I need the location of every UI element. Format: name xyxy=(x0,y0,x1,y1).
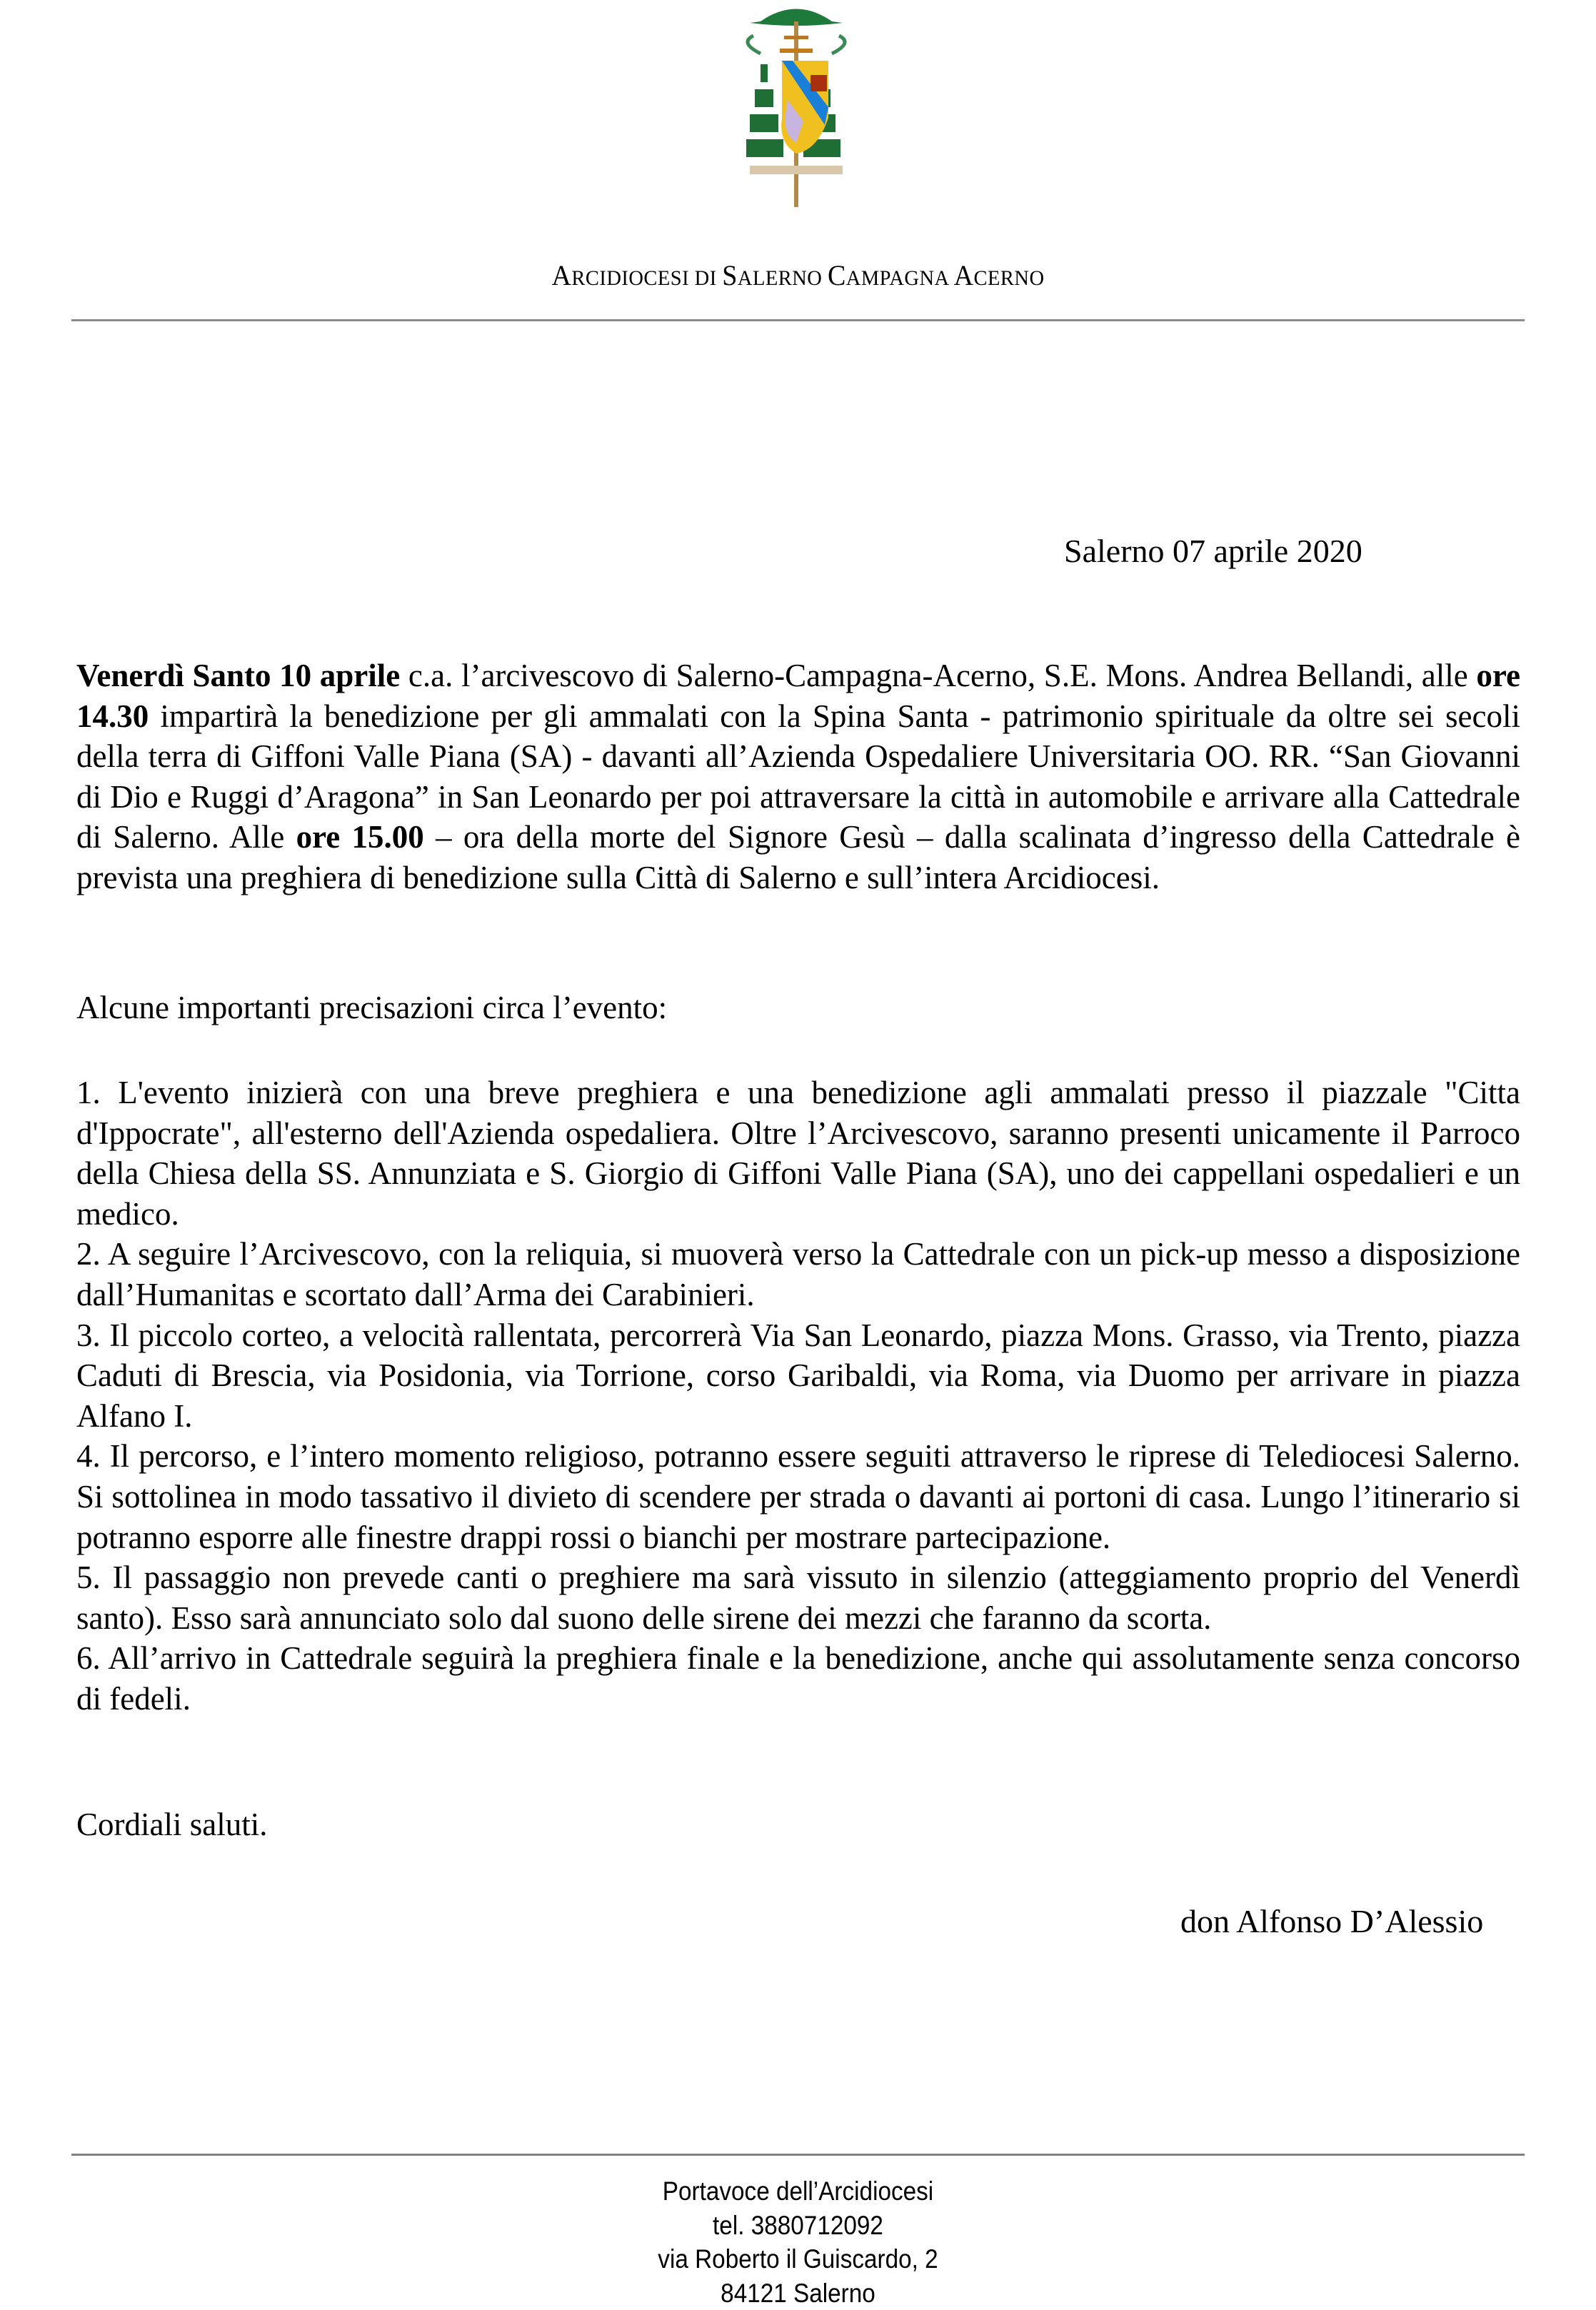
footer-city: 84121 Salerno xyxy=(80,2276,1517,2310)
list-item: 4. Il percorso, e l’intero momento religioso, potranno essere seguiti attraverso le riprese di Telediocesi Salerno. Si sottolinea in modo tassativo il divieto di scendere per strada o davanti ai portoni di casa. Lungo l’itinerario si potranno esporre alle finestre drappi rossi o bianchi per mostrare partecipazione. xyxy=(76,1436,1520,1557)
footer-address: via Roberto il Guiscardo, 2 xyxy=(80,2242,1517,2276)
footer-divider xyxy=(71,2154,1525,2156)
points-lead: Alcune importanti precisazioni circa l’evento: xyxy=(76,988,1520,1028)
coat-of-arms-icon xyxy=(711,0,882,214)
list-item: 2. A seguire l’Arcivescovo, con la reliquia, si muoverà verso la Cattedrale con un pick-up messo a disposizione dall’Humanitas e scortato dall’Arma dei Carabinieri. xyxy=(76,1234,1520,1315)
intro-bold-date: Venerdì Santo 10 aprile xyxy=(76,658,400,693)
list-item: 1. L'evento inizierà con una breve preghiera e una benedizione agli ammalati presso il piazzale "Citta d'Ippocrate", all'esterno dell'Azienda ospedaliera. Oltre l’Arcivescovo, saranno presenti unicamente il Parroco della Chiesa della SS. Annunziata e S. Giorgio di Giffoni Valle Piana (SA), uno dei cappellani ospedalieri e un medico. xyxy=(76,1073,1520,1234)
letterhead-word: ACERNO xyxy=(954,259,1045,291)
closing-salutation: Cordiali saluti. xyxy=(76,1804,1520,1845)
list-item: 5. Il passaggio non prevede canti o preghiere ma sarà vissuto in silenzio (atteggiamento proprio del Venerdì santo). Esso sarà annunciato solo dal suono delle sirene dei mezzi che faranno da scorta. xyxy=(76,1557,1520,1638)
signature: don Alfonso D’Alessio xyxy=(1180,1902,1483,1940)
intro-bold-time-1: ore 14.30 xyxy=(76,658,1520,734)
letterhead-word: CAMPAGNA xyxy=(828,259,954,291)
footer-contact xyxy=(0,2174,1596,2310)
points-list xyxy=(76,1073,1520,1719)
list-item: 3. Il piccolo corteo, a velocità rallentata, percorrerà Via San Leonardo, piazza Mons. Grasso, via Trento, piazza Caduti di Brescia, via Posidonia, via Torrione, corso Garibaldi, via Roma, via Duomo per arrivare in piazza Alfano I. xyxy=(76,1315,1520,1437)
letterhead-word: SALERNO xyxy=(722,259,828,291)
footer-phone: tel. 3880712092 xyxy=(80,2209,1517,2243)
date-line: Salerno 07 aprile 2020 xyxy=(1064,532,1362,570)
letterhead-word: ARCIDIOCESI DI xyxy=(551,259,722,291)
list-item: 6. All’arrivo in Cattedrale seguirà la preghiera finale e la benedizione, anche qui assolutamente senza concorso di fedeli. xyxy=(76,1638,1520,1719)
intro-paragraph: Venerdì Santo 10 aprile c.a. l’arcivescovo di Salerno-Campagna-Acerno, S.E. Mons. Andrea Bellandi, alle ore 14.30 impartirà la benedizione per gli ammalati con la Spina Santa - patrimonio spirituale da oltre sei secoli della terra di Giffoni Valle Piana (SA) - davanti all’Azienda Ospedaliere Universitaria OO. RR. “San Giovanni di Dio e Ruggi d’Aragona” in San Leonardo per poi attraversare la città in automobile e arrivare alla Cattedrale di Salerno. Alle ore 15.00 – ora della morte del Signore Gesù – dalla scalinata d’ingresso della Cattedrale è prevista una preghiera di benedizione sulla Città di Salerno e sull’intera Arcidiocesi. xyxy=(76,656,1520,898)
letterhead-title xyxy=(40,258,1556,292)
intro-bold-time-2: ore 15.00 xyxy=(296,819,424,855)
header-divider xyxy=(71,319,1525,321)
footer-org: Portavoce dell’Arcidiocesi xyxy=(80,2174,1517,2209)
